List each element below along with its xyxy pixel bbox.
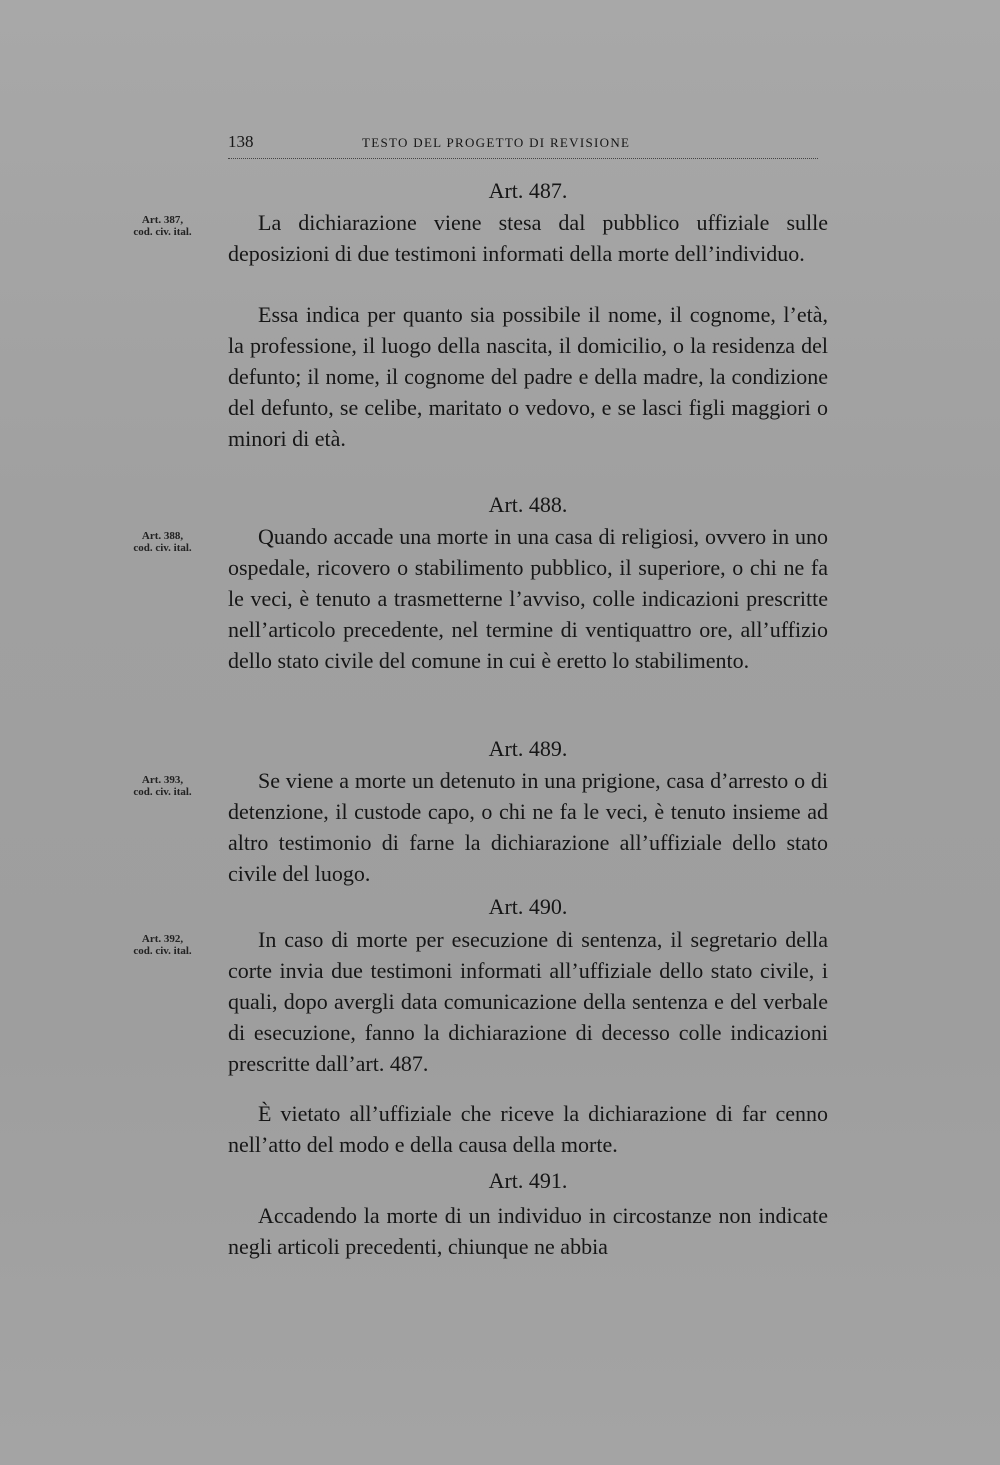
article-heading: Art. 490. <box>488 894 568 919</box>
margin-note-code: cod. civ. ital. <box>133 226 192 238</box>
article-paragraph: In caso di morte per esecuzione di sentenza, il segretario della corte invia due testimoni informati all’uffiziale dello stato civile, i quali, dopo avergli data comunicazione della sentenza e del verbale di esecuzione, fanno la dichiarazione di decesso colle indicazioni prescritte dall’art. 487. <box>228 927 828 1076</box>
running-title: TESTO DEL PROGETTO DI REVISIONE <box>362 135 631 150</box>
article-heading: Art. 487. <box>488 178 568 203</box>
margin-note-article: Art. 393, <box>141 774 184 786</box>
margin-note-article: Art. 392, <box>141 933 184 945</box>
margin-note-article: Art. 388, <box>141 530 184 542</box>
running-header <box>228 132 818 159</box>
margin-note-article: Art. 387, <box>141 214 184 226</box>
margin-note-code: cod. civ. ital. <box>133 542 192 554</box>
article-paragraph: La dichiarazione viene stesa dal pubblico uffiziale sulle deposizioni di due testimoni informati della morte dell’individuo. <box>228 210 828 266</box>
article-heading: Art. 491. <box>488 1168 568 1193</box>
article-heading: Art. 489. <box>488 736 568 761</box>
article-paragraph: Accadendo la morte di un individuo in circostanze non indicate negli articoli precedenti, chiunque ne abbia <box>228 1203 828 1259</box>
page-number: 138 <box>228 132 254 151</box>
margin-note <box>110 214 215 238</box>
article-paragraph: Quando accade una morte in una casa di religiosi, ovvero in uno ospedale, ricovero o stabilimento pubblico, il superiore, o chi ne fa le veci, è tenuto a trasmetterne l’avviso, colle indicazioni prescritte nell’articolo precedente, nel termine di ventiquattro ore, all’uffizio dello stato civile del comune in cui è eretto lo stabilimento. <box>228 524 828 673</box>
article-heading: Art. 488. <box>488 492 568 517</box>
margin-note-code: cod. civ. ital. <box>133 786 192 798</box>
margin-note <box>110 774 215 798</box>
margin-note <box>110 933 215 957</box>
margin-note <box>110 530 215 554</box>
margin-note-code: cod. civ. ital. <box>133 945 192 957</box>
article-paragraph: Se viene a morte un detenuto in una prigione, casa d’arresto o di detenzione, il custode capo, o chi ne fa le veci, è tenuto insieme ad altro testimonio di farne la dichiarazione all’uffiziale dello stato civile del luogo. <box>228 768 828 886</box>
article-paragraph: È vietato all’uffiziale che riceve la dichiarazione di far cenno nell’atto del modo e della causa della morte. <box>228 1101 828 1157</box>
article-paragraph: Essa indica per quanto sia possibile il nome, il cognome, l’età, la professione, il luogo della nascita, il domicilio, o la residenza del defunto; il nome, il cognome del padre e della madre, la condizione del defunto, se celibe, maritato o vedovo, e se lasci figli maggiori o minori di età. <box>228 302 828 451</box>
